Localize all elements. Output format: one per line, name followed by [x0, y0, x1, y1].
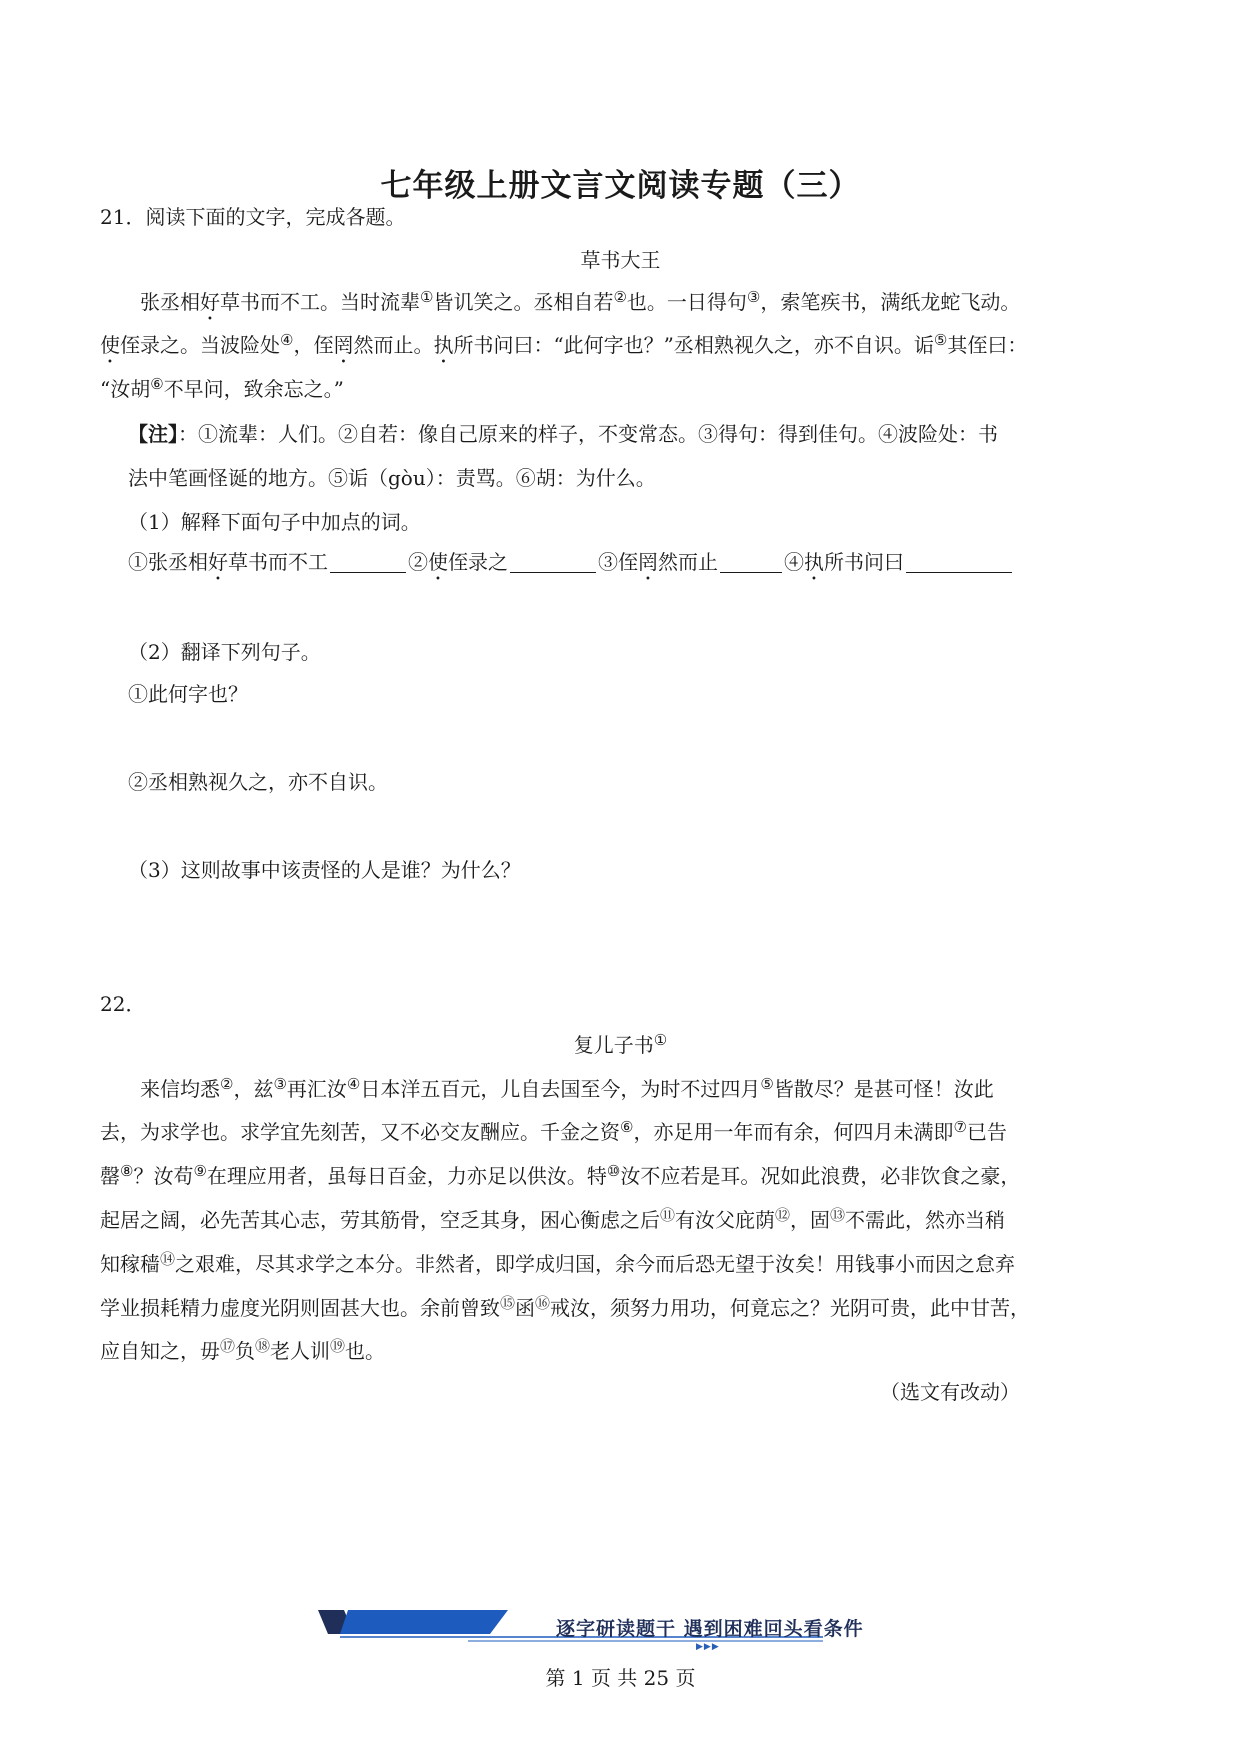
notes-label: 【注】 [128, 422, 178, 446]
q21-notes-line-2: 法中笔画怪诞的地方。⑤诟（gòu）：责骂。⑥胡：为什么。 [128, 466, 656, 490]
text-span: 有汝父庇荫 [675, 1208, 776, 1232]
text-span: 起居之阔，必先苦其心志，劳其筋骨，空乏其身，困心衡虑之后 [100, 1208, 660, 1232]
text-span: 不早问，致余忘之。” [163, 377, 344, 401]
arrow-icon: ▶▶▶ [696, 1642, 720, 1652]
q21-intro: 21．阅读下面的文字，完成各题。 [100, 205, 406, 229]
text-span: ，侄 [293, 333, 334, 357]
text-span: ，亦足用一年而有余，何四月未满即 [633, 1120, 954, 1144]
text-span: 日本洋五百元，儿自去国至今，为时不过四月 [360, 1077, 761, 1101]
dotted-word: 罔 [333, 333, 354, 357]
q21-translate-2: ②丞相熟视久之，亦不自识。 [128, 770, 388, 794]
text-span: ④ [784, 550, 804, 574]
footnote-marker: ⑤ [760, 1075, 774, 1093]
footnote-marker: ④ [280, 331, 294, 349]
footnote-marker: ⑮ [500, 1294, 516, 1312]
text-span: 草书而不工 [228, 550, 328, 574]
text-span: 再汇汝 [286, 1077, 347, 1101]
text-span: 也。一日得句 [626, 290, 747, 314]
footnote-marker: ⑱ [255, 1337, 271, 1355]
text-span: 所书问曰：“此何字也？”丞相熟视久之，亦不自识。诟 [453, 333, 934, 357]
q22-number: 22． [100, 992, 146, 1016]
footnote-marker: ① [653, 1031, 668, 1049]
text-span: ，固 [790, 1208, 831, 1232]
text-span: 在理应用者，虽每日百金，力亦足以供汝。特 [206, 1164, 607, 1188]
footnote-marker: ③ [746, 288, 761, 306]
footnote-marker: ③ [273, 1075, 287, 1093]
text-span: ，索笔疾书，满纸龙蛇飞动。 [760, 290, 1021, 314]
dotted-word: 使 [100, 333, 120, 357]
text-span: 老人训 [270, 1339, 331, 1363]
answer-blank[interactable] [330, 552, 406, 573]
text-span: ② [408, 550, 428, 574]
footnote-marker: ⑯ [535, 1294, 551, 1312]
page-number: 第 1 页 共 25 页 [545, 1666, 696, 1690]
page-title: 七年级上册文言文阅读专题（三） [380, 168, 861, 204]
text-span: ：①流辈：人们。②自若：像自己原来的样子，不变常态。③得句：得到佳句。④波险处：书 [178, 422, 998, 446]
q21-passage-line-1 [140, 288, 1020, 325]
q21-passage-title: 草书大王 [580, 248, 661, 272]
text-span: 复儿子书 [573, 1033, 654, 1057]
q21-translate-1: ①此何字也？ [128, 682, 248, 706]
footnote-marker: ⑤ [933, 331, 948, 349]
footnote-marker: ⑨ [193, 1162, 207, 1180]
text-span: ③侄 [598, 550, 638, 574]
text-span: 所书问曰 [824, 550, 904, 574]
text-span: 其侄曰： [947, 333, 1028, 357]
footnote-marker: ⑩ [606, 1162, 621, 1180]
text-span: 草书而不工。当时流辈 [220, 290, 420, 314]
footnote-marker: ⑭ [160, 1250, 176, 1268]
text-span: 皆散尽？是甚可怪！汝此 [773, 1077, 994, 1101]
q22-passage-line [100, 1250, 1015, 1278]
q21-passage-line-3 [100, 375, 344, 403]
text-span: 罄 [100, 1164, 120, 1188]
text-span: 侄录之 [448, 550, 508, 574]
footnote-marker: ⑧ [120, 1162, 134, 1180]
text-span: 然而止。 [353, 333, 434, 357]
text-span: ①张丞相 [128, 550, 208, 574]
text-span: 已告 [966, 1120, 1007, 1144]
footnote-marker: ④ [346, 1075, 361, 1093]
dotted-word: 使 [428, 550, 448, 574]
q22-passage-line [100, 1162, 1020, 1190]
footnote-marker: ⑬ [830, 1206, 846, 1224]
footnote-marker: ⑲ [330, 1337, 346, 1355]
footnote-marker: ⑥ [150, 375, 164, 393]
q21-sub-question-1: （1）解释下面句子中加点的词。 [128, 510, 421, 534]
q21-sub-question-2: （2）翻译下列句子。 [128, 640, 321, 664]
text-span: 之艰难，尽其求学之本分。非然者，即学成归国，余今而后恐无望于汝矣！用钱事小而因之怠弃 [175, 1252, 1016, 1276]
text-span: 不需此，然亦当稍 [845, 1208, 1006, 1232]
dotted-word: 执 [433, 333, 454, 357]
text-span: 知稼穑 [100, 1252, 160, 1276]
text-span: 皆讥笑之。丞相自若 [433, 290, 614, 314]
q22-passage-line [100, 1294, 1030, 1322]
footnote-marker: ⑦ [953, 1118, 967, 1136]
footnote-marker: ⑫ [775, 1206, 791, 1224]
text-span: “汝胡 [100, 377, 151, 401]
q21-fill-blanks [128, 548, 1014, 585]
text-span: 戒汝，须努力用功，何竟忘之？光阴可贵，此中甘苦， [550, 1296, 1031, 1320]
text-span: ？汝苟 [133, 1164, 194, 1188]
q22-passage-line [100, 1206, 1005, 1234]
footnote-marker: ② [613, 288, 627, 306]
footer-banner [318, 1610, 930, 1652]
source-note: （选文有改动） [880, 1380, 1020, 1404]
text-span: 侄录之。当波险处 [120, 333, 280, 357]
text-span: ，兹 [233, 1077, 274, 1101]
footnote-marker: ⑰ [220, 1337, 236, 1355]
q22-passage-line [140, 1075, 994, 1103]
footnote-marker: ⑥ [620, 1118, 634, 1136]
dotted-word: 执 [804, 550, 824, 574]
q22-passage-title [0, 1031, 1241, 1059]
q22-passage-line [100, 1337, 385, 1365]
dotted-word: 好 [200, 290, 220, 314]
footnote-marker: ⑪ [660, 1206, 676, 1224]
text-span: 学业损耗精力虚度光阴则固甚大也。余前曾致 [100, 1296, 500, 1320]
text-span: 负 [235, 1339, 256, 1363]
answer-blank[interactable] [720, 552, 782, 573]
q21-notes-line-1 [128, 420, 998, 448]
q21-passage-line-2 [100, 331, 1027, 368]
text-span: 去，为求学也。求学宜先刻苦，又不必交友酬应。千金之资 [100, 1120, 620, 1144]
text-span: 也。 [345, 1339, 386, 1363]
q22-passage-line [100, 1118, 1007, 1146]
answer-blank[interactable] [906, 552, 1012, 573]
q21-sub-question-3: （3）这则故事中该责怪的人是谁？为什么？ [128, 858, 521, 882]
dotted-word: 罔 [638, 550, 658, 574]
text-span: 函 [515, 1296, 536, 1320]
answer-blank[interactable] [510, 552, 596, 573]
text-span: 然而止 [658, 550, 718, 574]
footnote-marker: ② [220, 1075, 234, 1093]
footnote-marker: ① [420, 288, 434, 306]
text-span: 张丞相 [140, 290, 200, 314]
text-span: 应自知之，毋 [100, 1339, 220, 1363]
text-span: 汝不应若是耳。况如此浪费，必非饮食之豪， [620, 1164, 1021, 1188]
banner-slogan: 逐字研读题干 遇到困难回头看条件 [556, 1618, 864, 1640]
dotted-word: 好 [208, 550, 228, 574]
text-span: 来信均悉 [140, 1077, 220, 1101]
